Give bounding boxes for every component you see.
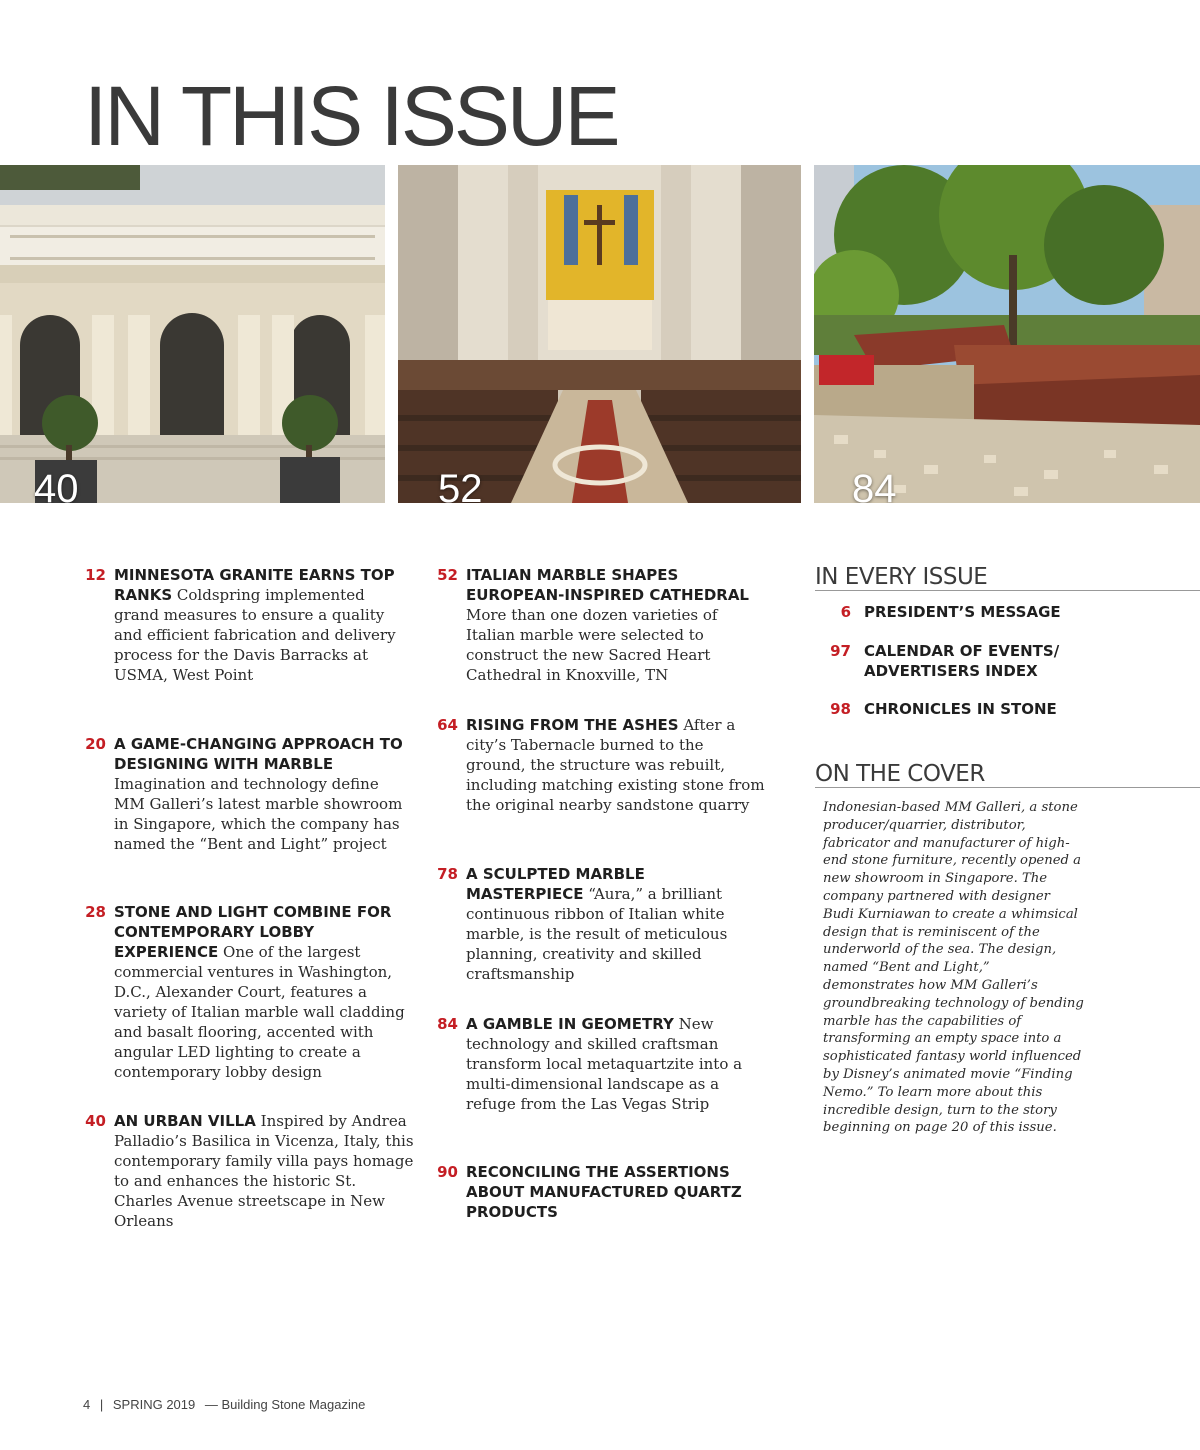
page-footer xyxy=(83,1397,371,1412)
toc-entry[interactable] xyxy=(82,565,414,685)
toc-headline: RECONCILING THE ASSERTIONS ABOUT MANUFACTURED QUARTZ PRODUCTS xyxy=(466,1163,742,1221)
toc-description: One of the largest commercial ventures in Washington, D.C., Alexander Court, features a variety of Italian marble wall cladding and basalt flooring, accented with angular LED lighting to create a contemporary lobby design xyxy=(114,943,405,1081)
toc-entry[interactable] xyxy=(82,1111,414,1231)
toc-headline: STONE AND LIGHT COMBINE FOR CONTEMPORARY LOBBY EXPERIENCE xyxy=(114,903,392,961)
toc-headline: A GAMBLE IN GEOMETRY xyxy=(466,1015,674,1033)
page-title: IN THIS ISSUE xyxy=(84,69,618,163)
toc-description: Imagination and technology define MM Galleri’s latest marble showroom in Singapore, which the company has named the “Bent and Light” project xyxy=(114,775,403,853)
every-issue-page-number: 98 xyxy=(830,700,851,718)
every-issue-page-number: 6 xyxy=(840,603,851,621)
every-issue-item[interactable] xyxy=(815,699,1084,719)
on-the-cover-heading: ON THE COVER xyxy=(815,761,1200,788)
toc-entry[interactable] xyxy=(434,1014,766,1114)
photo-cathedral[interactable] xyxy=(398,165,801,503)
toc-entry[interactable] xyxy=(82,734,414,854)
footer-issue: SPRING 2019 xyxy=(112,1397,196,1412)
footer-magazine: — Building Stone Magazine xyxy=(204,1397,366,1412)
toc-page-number: 52 xyxy=(437,566,458,584)
photo-urban-park[interactable] xyxy=(814,165,1200,503)
toc-description: “Aura,” a brilliant continuous ribbon of Italian white marble, is the result of meticulous planning, creativity and skilled craftsmanship xyxy=(466,885,728,983)
toc-description: More than one dozen varieties of Italian marble were selected to construct the new Sacred Heart Cathedral in Knoxville, TN xyxy=(466,606,718,684)
toc-description: After a city’s Tabernacle burned to the ground, the structure was rebuilt, including matching existing stone from the original nearby sandstone quarry xyxy=(466,716,765,814)
every-issue-headline: PRESIDENT’S MESSAGE xyxy=(864,603,1061,621)
villa-photo-icon xyxy=(0,165,385,503)
footer-page-number: 4 xyxy=(83,1397,91,1412)
toc-description: Inspired by Andrea Palladio’s Basilica in Vicenza, Italy, this contemporary family villa pays homage to and enhances the historic St. Charles Avenue streetscape in New Orleans xyxy=(114,1112,414,1230)
toc-page-number: 78 xyxy=(437,865,458,883)
toc-headline: AN URBAN VILLA xyxy=(114,1112,256,1130)
photo-page-number: 40 xyxy=(34,467,79,503)
toc-headline: A SCULPTED MARBLE MASTERPIECE xyxy=(466,865,645,903)
toc-entry[interactable] xyxy=(82,902,414,1082)
toc-description: New technology and skilled craftsman transform local metaquartzite into a multi-dimensional landscape as a refuge from the Las Vegas Strip xyxy=(466,1015,743,1113)
cathedral-photo-icon xyxy=(398,165,801,503)
toc-headline: MINNESOTA GRANITE EARNS TOP RANKS xyxy=(114,566,395,604)
every-issue-item[interactable] xyxy=(815,602,1084,622)
toc-page-number: 90 xyxy=(437,1163,458,1181)
toc-headline: ITALIAN MARBLE SHAPES EUROPEAN-INSPIRED CATHEDRAL xyxy=(466,566,749,604)
urban-park-photo-icon xyxy=(814,165,1200,503)
toc-page-number: 20 xyxy=(85,735,106,753)
every-issue-headline: CALENDAR OF EVENTS/ ADVERTISERS INDEX xyxy=(864,642,1060,680)
toc-entry[interactable] xyxy=(434,864,766,984)
toc-headline: RISING FROM THE ASHES xyxy=(466,716,679,734)
photo-page-number: 84 xyxy=(852,467,897,503)
photo-page-number: 52 xyxy=(438,467,483,503)
toc-page-number: 28 xyxy=(85,903,106,921)
on-the-cover-text: Indonesian-based MM Galleri, a stone producer/quarrier, distributor, fabricator and manufacturer of high-end stone furniture, recently opened a new showroom in Singapore. The company partnered with designer Budi Kurniawan to create a whimsical design that is reminiscent of the underworld of the sea. The design, named “Bent and Light,” demonstrates how MM Galleri’s groundbreaking technology of bending marble has the capabilities of transforming an empty space into a sophisticated fantasy world influenced by Disney’s animated movie “Finding Nemo.” To learn more about this incredible design, turn to the story beginning on page 20 of this issue. xyxy=(823,800,1084,1136)
every-issue-headline: CHRONICLES IN STONE xyxy=(864,700,1057,718)
toc-page-number: 64 xyxy=(437,716,458,734)
every-issue-page-number: 97 xyxy=(830,642,851,660)
footer-separator: | xyxy=(99,1397,104,1412)
toc-headline: A GAME-CHANGING APPROACH TO DESIGNING WITH MARBLE xyxy=(114,735,403,773)
toc-entry[interactable] xyxy=(434,565,766,685)
photo-villa[interactable] xyxy=(0,165,385,503)
every-issue-item[interactable] xyxy=(815,641,1084,681)
toc-description: Coldspring implemented grand measures to ensure a quality and efficient fabrication and delivery process for the Davis Barracks at USMA, West Point xyxy=(114,586,396,684)
toc-page-number: 12 xyxy=(85,566,106,584)
toc-page-number: 40 xyxy=(85,1112,106,1130)
toc-entry[interactable] xyxy=(434,715,766,815)
toc-entry[interactable] xyxy=(434,1162,766,1222)
toc-page-number: 84 xyxy=(437,1015,458,1033)
every-issue-heading: IN EVERY ISSUE xyxy=(815,564,1200,591)
